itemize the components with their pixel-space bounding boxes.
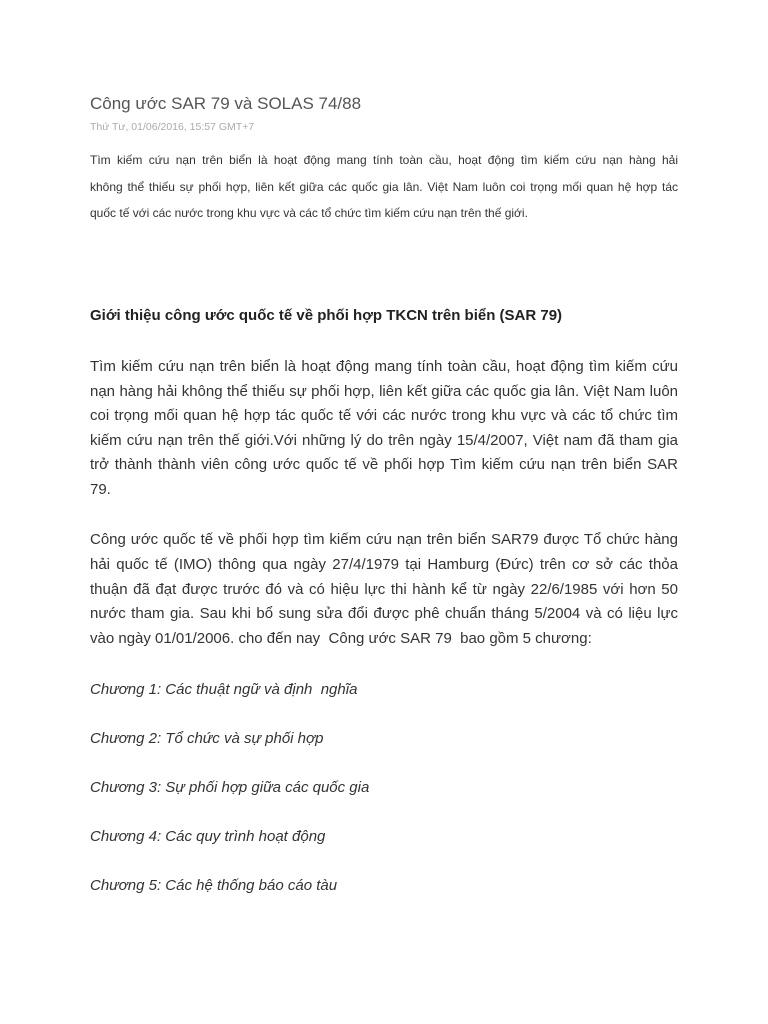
article-title: Công ước SAR 79 và SOLAS 74/88 — [90, 94, 362, 113]
body-line: Công ước quốc tế về phối hợp tìm kiếm cứu nạn trên biển SAR79 được Tổ chức hàng — [90, 531, 678, 548]
body-line: thuận đã đạt được trước đó và có hiệu lực thi hành kể từ ngày 22/6/1985 với hơn 50 — [90, 580, 678, 598]
lead-line: Tìm kiếm cứu nạn trên biển là hoạt động mang tính toàn cầu, hoạt động tìm kiếm cứu nạn hàng hải — [90, 153, 678, 167]
chapter-item: Chương 2: Tổ chức và sự phối hợp — [90, 730, 324, 747]
body-paragraph — [90, 528, 678, 652]
body-line: nước tham gia. Sau khi bổ sung sửa đổi được phê chuẩn tháng 5/2004 và có liệu lực — [90, 605, 678, 623]
article-date: Thứ Tư, 01/06/2016, 15:57 GMT+7 — [90, 121, 255, 133]
chapter-item: Chương 4: Các quy trình hoạt động — [90, 828, 326, 845]
lead-line: không thể thiếu sự phối hợp, liên kết giữa các quốc gia lân. Việt Nam luôn coi trọng mối quan hệ hợp tác — [90, 179, 678, 194]
chapter-item: Chương 5: Các hệ thống báo cáo tàu — [90, 877, 338, 894]
body-line: hải quốc tế (IMO) thông qua ngày 27/4/1979 tại Hamburg (Đức) trên cơ sở các thỏa — [90, 555, 678, 573]
body-line: nạn hàng hải không thể thiếu sự phối hợp, liên kết giữa các quốc gia lân. Việt Nam luôn — [90, 382, 678, 400]
section-heading: Giới thiệu công ước quốc tế về phối hợp TKCN trên biển (SAR 79) — [90, 307, 563, 324]
chapter-list — [90, 680, 369, 925]
body-line: coi trọng mối quan hệ hợp tác quốc tế với các nước trong khu vực và các tổ chức tìm — [90, 407, 678, 425]
body-line: trở thành thành viên công ước quốc tế về phối hợp Tìm kiếm cứu nạn trên biển SAR — [90, 456, 678, 474]
lead-paragraph — [90, 147, 678, 227]
body-paragraph — [90, 355, 678, 503]
body-line: kiếm cứu nạn trên thế giới.Với những lý do trên ngày 15/4/2007, Việt nam đã tham gia — [90, 431, 678, 449]
lead-line: quốc tế với các nước trong khu vực và các tổ chức tìm kiếm cứu nạn trên thế giới. — [90, 206, 528, 220]
chapter-item: Chương 3: Sự phối hợp giữa các quốc gia — [90, 779, 370, 796]
body-line: vào ngày 01/01/2006. cho đến nay Công ước SAR 79 bao gồm 5 chương: — [90, 630, 592, 647]
chapter-item: Chương 1: Các thuật ngữ và định nghĩa — [90, 681, 358, 698]
body-line: Tìm kiếm cứu nạn trên biển là hoạt động mang tính toàn cầu, hoạt động tìm kiếm cứu — [90, 358, 678, 375]
body-line: 79. — [90, 480, 111, 498]
